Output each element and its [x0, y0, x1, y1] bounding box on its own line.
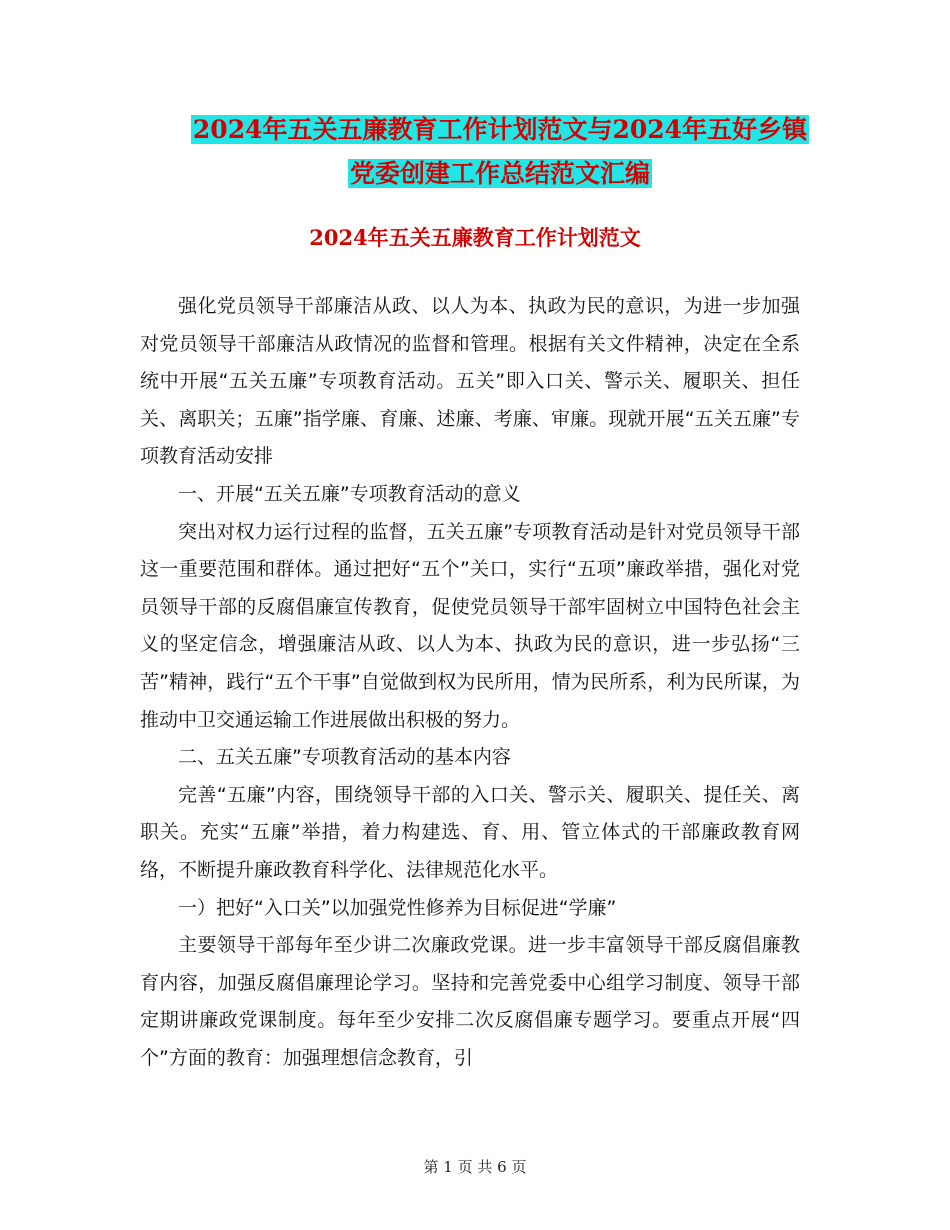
- paragraph: 强化党员领导干部廉洁从政、以人为本、执政为民的意识，为进一步加强对党员领导干部廉洁从政情况的监督和管理。根据有关文件精神，决定在全系统中开展“五关五廉”专项教育活动。五关”即入口关、警示关、履职关、担任关、离职关；五廉”指学廉、育廉、述廉、考廉、审廉。现就开展“五关五廉”专项教育活动安排: [140, 295, 800, 468]
- page-number-footer: 第 1 页 共 6 页: [423, 1158, 527, 1176]
- paragraph: 主要领导干部每年至少讲二次廉政党课。进一步丰富领导干部反腐倡廉教育内容，加强反腐倡廉理论学习。坚持和完善党委中心组学习制度、领导干部定期讲廉政党课制度。每年至少安排二次反腐倡廉专题学习。要重点开展“四个”方面的教育：加强理想信念教育，引: [140, 934, 800, 1069]
- document-title-line-2: 党委创建工作总结范文汇编: [349, 159, 650, 188]
- paragraph: 突出对权力运行过程的监督，五关五廉”专项教育活动是针对党员领导干部这一重要范围和群体。通过把好“五个”关口，实行“五项”廉政举措，强化对党员领导干部的反腐倡廉宣传教育，促使党员领导干部牢固树立中国特色社会主义的坚定信念，增强廉洁从政、以人为本、执政为民的意识，进一步弘扬“三苦”精神，践行“五个干事”自觉做到权为民所用，情为民所系，利为民所谋，为推动中卫交通运输工作进展做出积极的努力。: [140, 520, 800, 731]
- section-title: 2024年五关五廉教育工作计划范文: [309, 225, 641, 250]
- subsection-heading: 一）把好“入口关”以加强党性修养为目标促进“学廉”: [178, 896, 617, 919]
- section-heading: 一、开展“五关五廉”专项教育活动的意义: [178, 482, 521, 505]
- paragraph: 完善“五廉”内容，围绕领导干部的入口关、警示关、履职关、提任关、离职关。充实“五廉”举措，着力构建选、育、用、管立体式的干部廉政教育网络，不断提升廉政教育科学化、法律规范化水平。: [140, 783, 800, 881]
- document-body: [140, 288, 800, 1077]
- section-heading: 二、五关五廉”专项教育活动的基本内容: [178, 746, 511, 769]
- document-title-line-1: 2024年五关五廉教育工作计划范文与2024年五好乡镇: [192, 115, 808, 144]
